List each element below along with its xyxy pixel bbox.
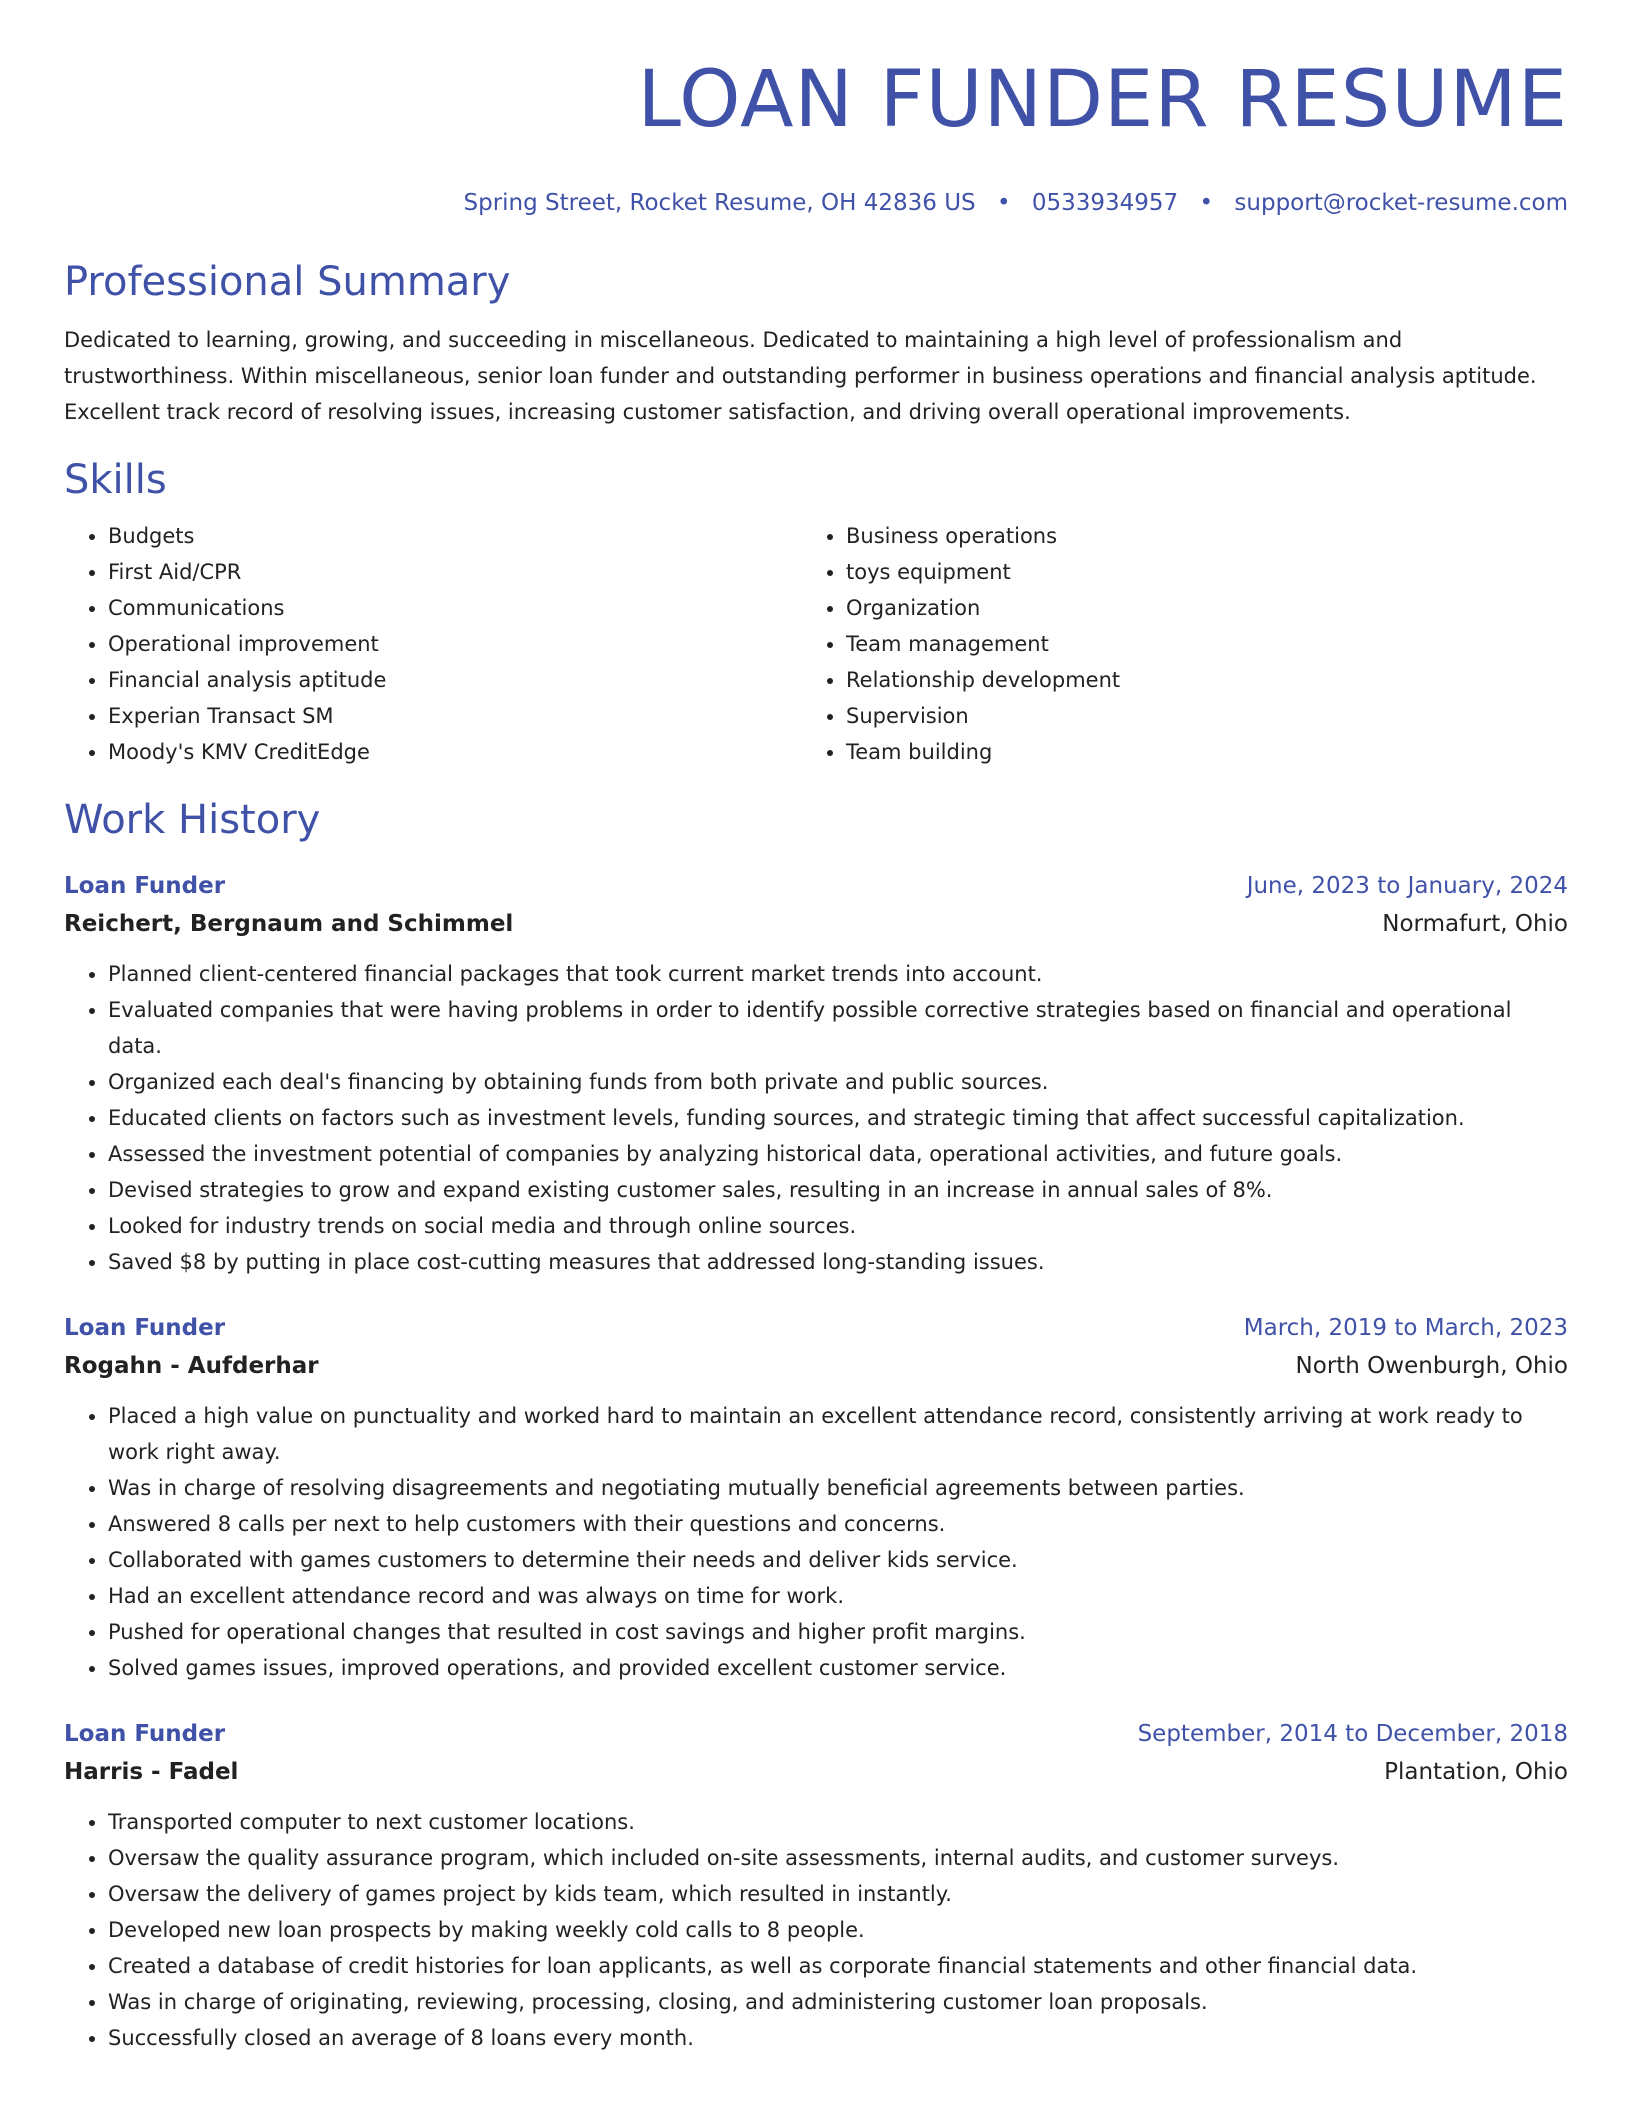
job-bullet: • Oversaw the delivery of games project by kids team, which resulted in instantly. xyxy=(108,1876,1568,1912)
job-company: Harris - Fadel xyxy=(64,1759,239,1785)
skill-item: • Operational improvement xyxy=(108,626,802,662)
job-entry xyxy=(64,868,1568,1280)
job-bullet: • Pushed for operational changes that resulted in cost savings and higher profit margins. xyxy=(108,1614,1568,1650)
contact-address: Spring Street, Rocket Resume, OH 42836 US xyxy=(463,190,976,216)
skill-item: • First Aid/CPR xyxy=(108,554,802,590)
skill-item: • Business operations xyxy=(846,518,1540,554)
job-bullet: • Educated clients on factors such as investment levels, funding sources, and strategic timing that affect successful capitalization. xyxy=(108,1100,1568,1136)
job-bullet: • Created a database of credit histories for loan applicants, as well as corporate financial statements and other financial data. xyxy=(108,1948,1568,1984)
skill-item: • Team management xyxy=(846,626,1540,662)
contact-line xyxy=(64,188,1568,218)
job-bullet: • Developed new loan prospects by making weekly cold calls to 8 people. xyxy=(108,1912,1568,1948)
skill-item: • Communications xyxy=(108,590,802,626)
job-bullet: • Saved $8 by putting in place cost-cutting measures that addressed long-standing issues. xyxy=(108,1244,1568,1280)
job-company-row xyxy=(64,1752,1568,1792)
job-bullet: • Transported computer to next customer locations. xyxy=(108,1804,1568,1840)
job-company-row xyxy=(64,904,1568,944)
job-bullet: • Evaluated companies that were having problems in order to identify possible corrective strategies based on financial and operational data. xyxy=(108,992,1568,1064)
job-company-row xyxy=(64,1346,1568,1386)
job-bullet: • Devised strategies to grow and expand existing customer sales, resulting in an increase in annual sales of 8%. xyxy=(108,1172,1568,1208)
skill-item: • Relationship development xyxy=(846,662,1540,698)
contact-phone: 0533934957 xyxy=(1031,190,1179,216)
skills-list xyxy=(64,518,1568,770)
skill-item: • Supervision xyxy=(846,698,1540,734)
job-title: Loan Funder xyxy=(64,1721,226,1747)
job-bullet: • Had an excellent attendance record and was always on time for work. xyxy=(108,1578,1568,1614)
skills-column-left xyxy=(64,518,802,770)
job-dates: March, 2019 to March, 2023 xyxy=(1243,1315,1568,1341)
contact-separator: • xyxy=(1199,190,1214,216)
job-bullet: • Was in charge of originating, reviewing, processing, closing, and administering customer loan proposals. xyxy=(108,1984,1568,2020)
job-location: North Owenburgh, Ohio xyxy=(1295,1353,1568,1379)
skill-item: • Budgets xyxy=(108,518,802,554)
job-bullet-list xyxy=(64,1398,1568,1686)
skills-heading: Skills xyxy=(64,457,167,503)
job-bullet: • Was in charge of resolving disagreements and negotiating mutually beneficial agreements between parties. xyxy=(108,1470,1568,1506)
job-dates: June, 2023 to January, 2024 xyxy=(1246,873,1568,899)
job-entry xyxy=(64,1310,1568,1686)
job-dates: September, 2014 to December, 2018 xyxy=(1137,1721,1568,1747)
job-title: Loan Funder xyxy=(64,1315,226,1341)
job-header-row xyxy=(64,1716,1568,1752)
job-bullet: • Collaborated with games customers to determine their needs and deliver kids service. xyxy=(108,1542,1568,1578)
job-bullet: • Looked for industry trends on social media and through online sources. xyxy=(108,1208,1568,1244)
summary-heading: Professional Summary xyxy=(64,259,511,305)
job-header-row xyxy=(64,1310,1568,1346)
skill-item: • Moody's KMV CreditEdge xyxy=(108,734,802,770)
job-company: Reichert, Bergnaum and Schimmel xyxy=(64,911,514,937)
skill-item: • Organization xyxy=(846,590,1540,626)
resume-title: LOAN FUNDER RESUME xyxy=(637,55,1568,145)
job-bullet: • Solved games issues, improved operations, and provided excellent customer service. xyxy=(108,1650,1568,1686)
skill-item: • Financial analysis aptitude xyxy=(108,662,802,698)
job-entry xyxy=(64,1716,1568,2056)
job-title: Loan Funder xyxy=(64,873,226,899)
skill-item: • toys equipment xyxy=(846,554,1540,590)
summary-text: Dedicated to learning, growing, and succeeding in miscellaneous. Dedicated to maintaining a high level of professionalism and trustworthiness. Within miscellaneous, senior loan funder and outstanding performer in business operations and financial analysis aptitude. Excellent track record of resolving issues, increasing customer satisfaction, and driving overall operational improvements. xyxy=(64,328,1537,424)
skill-item: • Team building xyxy=(846,734,1540,770)
job-bullet-list xyxy=(64,956,1568,1280)
job-bullet: • Answered 8 calls per next to help customers with their questions and concerns. xyxy=(108,1506,1568,1542)
contact-email: support@rocket-resume.com xyxy=(1234,190,1568,216)
job-bullet: • Placed a high value on punctuality and worked hard to maintain an excellent attendance record, consistently arriving at work ready to work right away. xyxy=(108,1398,1568,1470)
job-header-row xyxy=(64,868,1568,904)
skills-column-right xyxy=(802,518,1540,770)
job-location: Normafurt, Ohio xyxy=(1382,911,1568,937)
job-bullet: • Assessed the investment potential of companies by analyzing historical data, operational activities, and future goals. xyxy=(108,1136,1568,1172)
job-bullet: • Successfully closed an average of 8 loans every month. xyxy=(108,2020,1568,2056)
job-location: Plantation, Ohio xyxy=(1384,1759,1568,1785)
job-bullet: • Oversaw the quality assurance program, which included on-site assessments, internal audits, and customer surveys. xyxy=(108,1840,1568,1876)
work-history-heading: Work History xyxy=(64,797,321,843)
contact-separator: • xyxy=(996,190,1011,216)
job-bullet-list xyxy=(64,1804,1568,2056)
job-bullet: • Planned client-centered financial packages that took current market trends into account. xyxy=(108,956,1568,992)
job-bullet: • Organized each deal's financing by obtaining funds from both private and public sources. xyxy=(108,1064,1568,1100)
work-history-list xyxy=(64,868,1568,2056)
skill-item: • Experian Transact SM xyxy=(108,698,802,734)
job-company: Rogahn - Aufderhar xyxy=(64,1353,319,1379)
